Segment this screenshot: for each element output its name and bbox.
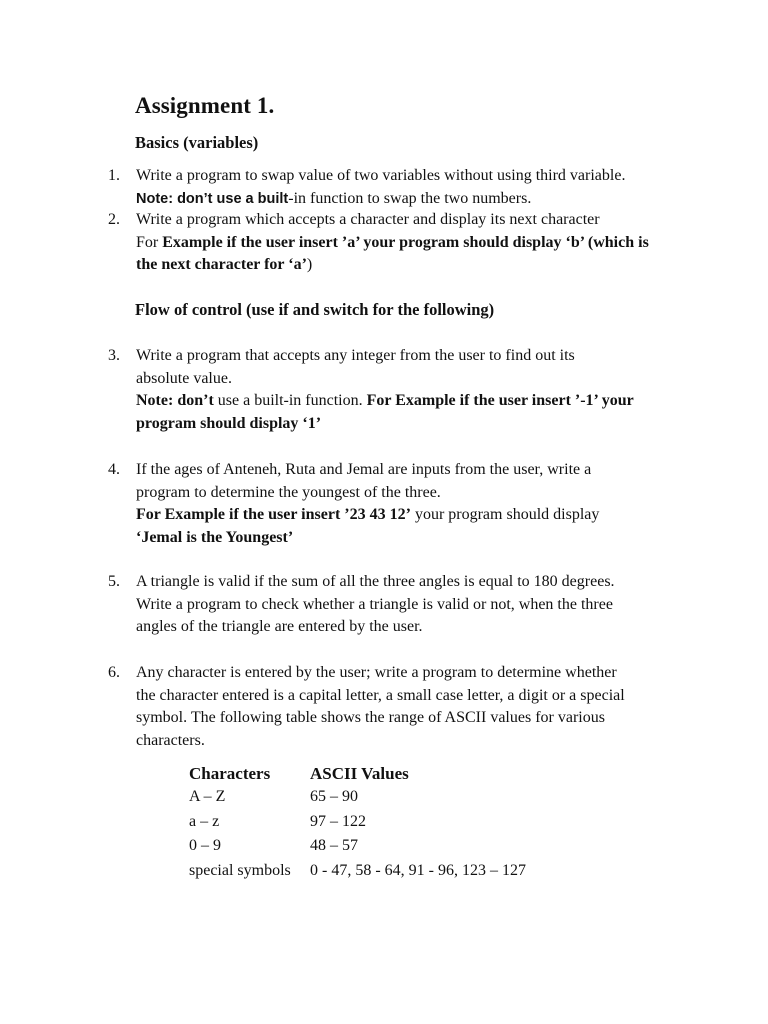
page-title: Assignment 1. [135,93,275,118]
plain-text: ) [306,256,313,273]
table-cell: a – z [189,812,220,830]
bold-text: Note: don’t use a built [136,190,289,207]
table-cell: 65 – 90 [310,788,358,805]
item-text-line [136,188,696,211]
ascii-values-table [189,764,526,886]
table-cell: special symbols [189,861,291,879]
table-header-characters: Characters [189,764,271,783]
table-header-ascii-values: ASCII Values [310,764,409,783]
table-cell: 0 – 9 [189,837,221,854]
table-row [189,788,526,813]
item-text-line: Any character is entered by the user; write a program to determine whether [136,664,617,681]
item-text-line: symbol. The following table shows the range of ASCII values for various [136,709,605,726]
bold-text: Example if the user insert ’a’ your program should display ‘b’ (which is [162,233,649,251]
item-text-line: angles of the triangle are entered by the user. [136,618,423,635]
plain-text: For [136,233,163,251]
table-cell: 48 – 57 [310,837,358,854]
table-row [189,813,526,838]
item-body [136,165,696,210]
item-text-line: program to determine the youngest of the three. [136,483,441,501]
item-number: 5. [108,573,120,590]
bold-text: For Example if the user insert ’-1’ your [366,392,634,409]
table-cell: 97 – 122 [310,812,366,830]
table-cell: A – Z [189,788,226,805]
bold-text: For Example if the user insert ’23 43 12’ [136,506,411,523]
item-text-line [136,254,696,277]
table-cell: 0 - 47, 58 - 64, 91 - 96, 123 – 127 [310,861,526,879]
plain-text: use a built-in function. [213,392,367,409]
item-number: 6. [108,664,120,681]
table-row [189,837,526,862]
item-text-line: the character entered is a capital letter, a small case letter, a digit or a special [136,686,625,704]
item-text-line: Write a program to check whether a triangle is valid or not, when the three [136,595,613,613]
item-text-line: program should display ‘1’ [136,414,322,432]
bold-text: Note: don’t [136,392,214,409]
item-text-line: ‘Jemal is the Youngest’ [136,528,294,546]
item-body [136,345,696,435]
item-number: 2. [108,211,120,228]
table-row [189,862,526,887]
item-text-line: Write a program to swap value of two variables without using third variable. [136,167,626,184]
item-text-line: Write a program which accepts a character and display its next character [136,211,600,228]
section-heading-flow-of-control: Flow of control (use if and switch for the following) [135,300,495,319]
item-text-line: If the ages of Anteneh, Ruta and Jemal are inputs from the user, write a [136,461,592,478]
item-text-line [136,504,696,527]
item-body [136,459,696,549]
item-number: 3. [108,347,120,364]
item-number: 1. [108,167,120,184]
item-text-line: absolute value. [136,369,232,387]
item-number: 4. [108,461,120,478]
section-heading-basics: Basics (variables) [135,133,259,152]
item-text-line [136,390,696,413]
table-header-row [189,764,526,788]
plain-text: your program should display [410,506,600,523]
item-body [136,209,696,277]
item-body [136,571,696,639]
item-text-line: A triangle is valid if the sum of all the three angles is equal to 180 degrees. [136,573,615,590]
item-text-line [136,232,696,255]
plain-text: -in function to swap the two numbers. [288,189,532,207]
item-body [136,662,696,752]
item-text-line: Write a program that accepts any integer from the user to find out its [136,347,575,364]
bold-text: the next character for ‘a’ [136,256,307,273]
item-text-line: characters. [136,731,205,749]
